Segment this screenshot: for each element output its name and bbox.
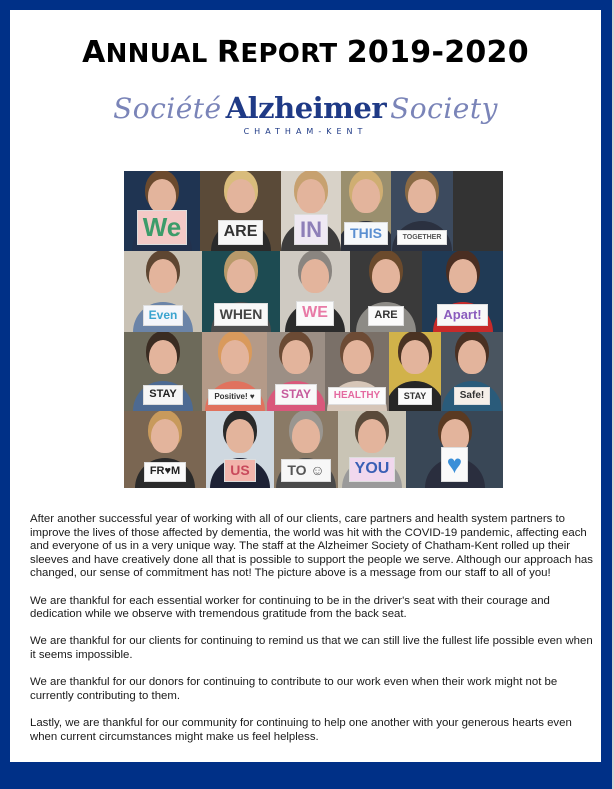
collage-row [124, 411, 503, 488]
alzheimer-society-logo [10, 90, 601, 132]
person-face [343, 340, 371, 374]
held-sign: HEALTHY [328, 387, 386, 406]
held-sign: STAY [398, 388, 433, 405]
collage-photo-tile [325, 332, 389, 411]
person-face [301, 259, 329, 293]
body-paragraph: After another successful year of working with all of our clients, care partners and health system partners to improve the lives of those affected by dementia, the world was hit with the COVID-19 pandemic, affecting each and everyone of us in a very unique way. The staff at the Alzheimer Society of Chatham-Kent rolled up their sleeves and have creatively done all that is possible to support the people we serve. Although our approach has changed, our sense of commitment has not! The picture above is a message from our staff to all of you! [30, 513, 593, 580]
body-paragraph: We are thankful for our donors for continuing to contribute to our work even when their work might not be currently contributing to them. [30, 676, 558, 702]
person-face [292, 419, 320, 453]
person-face [458, 340, 486, 374]
collage-photo-tile [280, 251, 350, 332]
person-face [282, 340, 310, 374]
report-page [10, 10, 601, 762]
collage-photo-tile [202, 251, 280, 332]
held-sign: FR♥M [144, 462, 186, 482]
collage-photo-tile [406, 411, 503, 488]
collage-photo-tile [202, 332, 267, 411]
body-paragraph: We are thankful for each essential worker for continuing to be in the driver's seat with their courage and dedication while we observe with tremendous gratitude from the back seat. [30, 594, 550, 621]
title-cap-r: R [216, 35, 241, 70]
collage-photo-tile [124, 171, 200, 251]
held-sign: ♥ [441, 447, 468, 482]
report-body-text [30, 513, 595, 758]
logo-english-word: Society [390, 92, 498, 125]
person-face [149, 259, 177, 293]
collage-photo-tile [389, 332, 441, 411]
held-sign: Safe! [454, 387, 490, 406]
page-title [10, 35, 601, 70]
held-sign: YOU [349, 457, 396, 482]
collage-photo-tile [124, 411, 206, 488]
held-sign: Even [143, 305, 184, 326]
staff-photo-collage [124, 171, 503, 488]
held-sign: STAY [275, 384, 317, 405]
collage-photo-tile [338, 411, 406, 488]
person-face [148, 179, 176, 213]
held-sign: TO ☺ [281, 459, 330, 482]
collage-photo-tile [267, 332, 325, 411]
person-face [408, 179, 436, 213]
held-sign: US [224, 459, 255, 482]
person-face [221, 340, 249, 374]
person-face [372, 259, 400, 293]
title-year: 2019-2020 [346, 35, 529, 70]
held-sign: THIS [344, 222, 388, 245]
person-face [401, 340, 429, 374]
collage-row [124, 251, 503, 332]
person-face [352, 179, 380, 213]
held-sign: TOGETHER [397, 230, 448, 245]
collage-photo-tile [124, 251, 202, 332]
held-sign: IN [294, 214, 328, 245]
held-sign: Positive! ♥ [208, 389, 260, 405]
logo-name: Alzheimer [225, 91, 387, 125]
person-face [227, 179, 255, 213]
collage-photo-tile [200, 171, 281, 251]
person-face [358, 419, 386, 453]
collage-photo-tile [391, 171, 453, 251]
collage-photo-tile [274, 411, 338, 488]
held-sign: Apart! [437, 304, 487, 326]
held-sign: WE [296, 301, 334, 326]
logo-french-word: Société [113, 92, 222, 125]
person-face [227, 259, 255, 293]
collage-photo-tile [441, 332, 503, 411]
title-cap-a: A [82, 35, 106, 70]
held-sign: STAY [143, 385, 183, 405]
held-sign: WHEN [214, 303, 269, 326]
held-sign: ARE [218, 220, 264, 245]
collage-photo-tile [341, 171, 391, 251]
collage-row [124, 171, 503, 251]
person-face [149, 340, 177, 374]
held-sign: We [137, 210, 188, 245]
logo-subtitle: CHATHAM-KENT [243, 127, 368, 136]
collage-photo-tile [124, 332, 202, 411]
collage-row [124, 332, 503, 411]
person-face [151, 419, 179, 453]
body-paragraph: We are thankful for our clients for continuing to remind us that we can still live the fullest life possible even when it seems impossible. [30, 635, 593, 661]
title-part: NNUAL [105, 39, 217, 69]
held-sign: ARE [368, 306, 403, 326]
person-face [297, 179, 325, 213]
collage-photo-tile [422, 251, 503, 332]
person-face [449, 259, 477, 293]
body-paragraph: Lastly, we are thankful for our community for continuing to help one another with your generous hearts even when current circumstances might make us feel helpless. [30, 716, 572, 743]
collage-photo-tile [206, 411, 274, 488]
collage-photo-tile [281, 171, 341, 251]
collage-photo-tile [350, 251, 422, 332]
person-face [226, 419, 254, 453]
title-part: EPORT [240, 39, 347, 69]
